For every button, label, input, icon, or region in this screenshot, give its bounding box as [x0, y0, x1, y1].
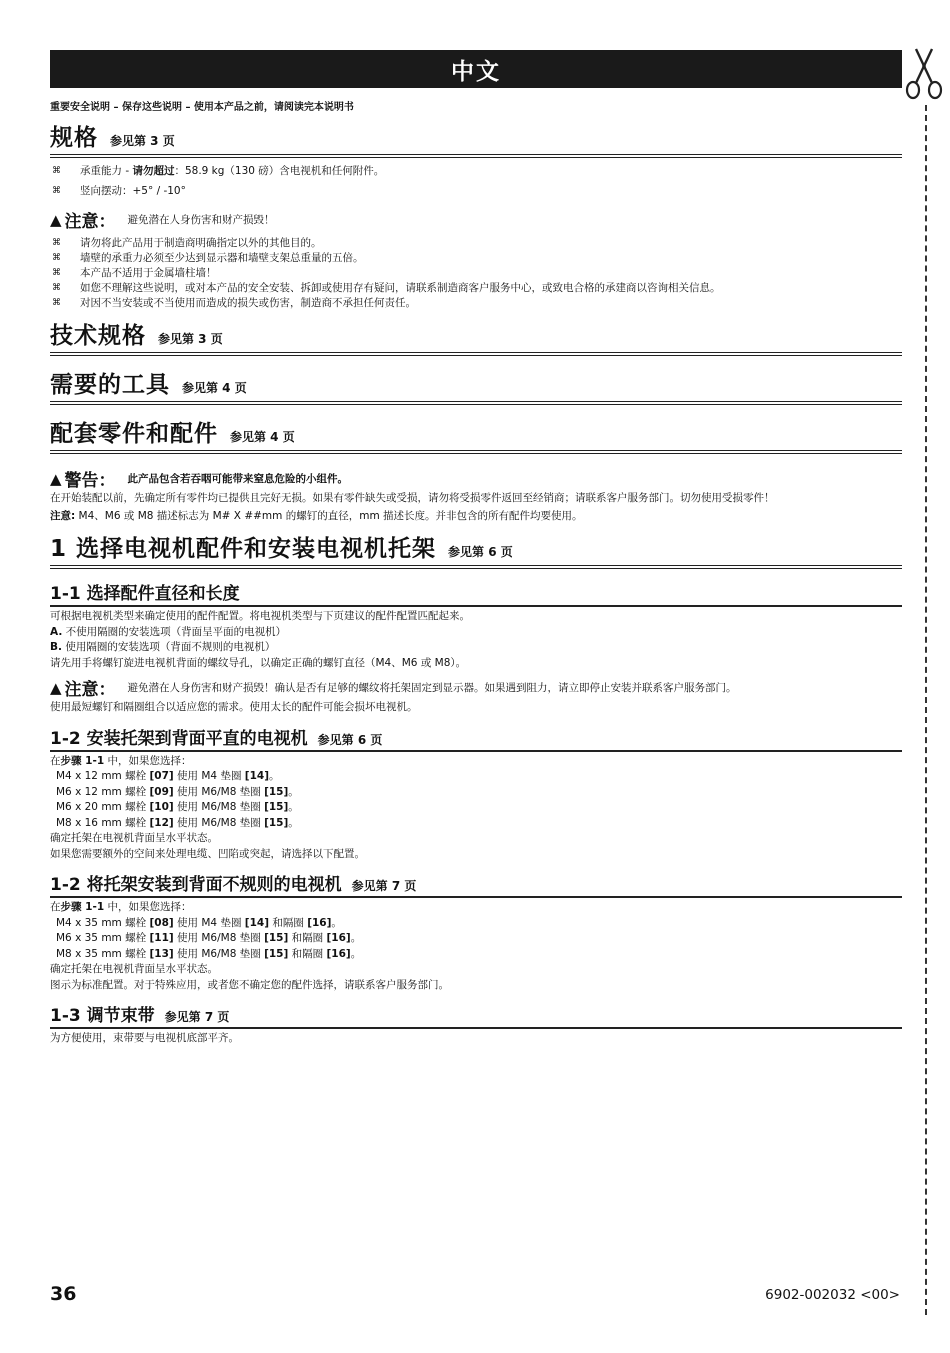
- bullet-icon: ⌘: [52, 283, 61, 293]
- step-title: 1-1 选择配件直径和长度: [50, 584, 240, 604]
- caution-text: 避免潜在人身伤害和财产损毁！: [127, 214, 275, 226]
- warning-label: 警告：: [64, 471, 116, 491]
- section-tools-heading: [50, 366, 902, 405]
- step-title: 1-2 安装托架到背面平直的电视机: [50, 728, 308, 749]
- list-item: ⌘ 对因不当安装或不当使用而造成的损失或伤害，制造商不承担任何责任。: [52, 297, 416, 309]
- paragraph: 确定托架在电视机背面呈水平状态。: [50, 832, 218, 844]
- safety-notice: 重要安全说明 – 保存这些说明 – 使用本产品之前，请阅读完本说明书: [50, 102, 354, 113]
- hardware-row: M4 x 35 mm 螺栓 [08] 使用 M4 垫圈 [14] 和隔圈 [16]。: [56, 916, 342, 929]
- language-header: 中文: [50, 50, 902, 88]
- step-title: 1-2 将托架安装到背面不规则的电视机: [50, 875, 342, 895]
- page-reference: 参见第 3 页: [110, 134, 175, 148]
- warning-triangle-icon: ▲: [50, 469, 62, 488]
- step-1-3-heading: [50, 1001, 902, 1029]
- hardware-row: M6 x 12 mm 螺栓 [09] 使用 M6/M8 垫圈 [15]。: [56, 785, 299, 798]
- page-reference: 参见第 6 页: [448, 545, 513, 559]
- section-specs-heading: [50, 119, 902, 158]
- scissors-icon: [904, 46, 944, 102]
- section-1-heading: [50, 530, 902, 569]
- note: 注意: M4、M6 或 M8 描述标志为 M# X ##mm 的螺钉的直径，mm 描述长度。并非包含的所有配件均要使用。: [50, 509, 583, 522]
- step-1-1-heading: [50, 579, 902, 607]
- caution-label: 注意：: [64, 680, 116, 700]
- paragraph: 在步骤 1-1 中，如果您选择：: [50, 754, 192, 767]
- bullet-icon: ⌘: [52, 298, 61, 308]
- page-reference: 参见第 4 页: [182, 381, 247, 395]
- warning-text: 此产品包含若吞咽可能带来窒息危险的小组件。: [127, 473, 349, 485]
- step-1-2-irregular-heading: [50, 870, 902, 898]
- paragraph: 确定托架在电视机背面呈水平状态。: [50, 963, 218, 975]
- section-tech-specs-heading: [50, 317, 902, 356]
- step-1-2-flat-heading: [50, 724, 902, 752]
- paragraph: 图示为标准配置。对于特殊应用，或者您不确定您的配件选择，请联系客户服务部门。: [50, 978, 449, 991]
- paragraph: B. 使用隔圈的安装选项（背面不规则的电视机）: [50, 641, 276, 653]
- caution-list: [50, 236, 902, 311]
- page-number: 36: [50, 1283, 77, 1305]
- step-title: 1-3 调节束带: [50, 1006, 155, 1026]
- hardware-row: M6 x 35 mm 螺栓 [11] 使用 M6/M8 垫圈 [15] 和隔圈 [16]。: [56, 932, 362, 944]
- section-title: 配套零件和配件: [50, 421, 218, 447]
- paragraph: 在步骤 1-1 中，如果您选择：: [50, 901, 192, 913]
- hardware-row: M6 x 20 mm 螺栓 [10] 使用 M6/M8 垫圈 [15]。: [56, 801, 299, 813]
- document-code: 6902-002032 <00>: [765, 1287, 900, 1303]
- paragraph: 可根据电视机类型来确定使用的配件配置。将电视机类型与下页建议的配件配置匹配起来。: [50, 610, 470, 622]
- list-item: ⌘ 本产品不适用于金属墙柱墙！: [52, 267, 217, 279]
- list-item: ⌘ 墙壁的承重力必须至少达到显示器和墙壁支架总重量的五倍。: [52, 252, 364, 264]
- caution-label: 注意：: [64, 212, 116, 232]
- page-reference: 参见第 3 页: [158, 332, 223, 346]
- paragraph: 如果您需要额外的空间来处理电缆、凹陷或突起，请选择以下配置。: [50, 847, 365, 860]
- caution-block: [50, 675, 902, 700]
- section-title: 技术规格: [50, 323, 146, 349]
- bullet-icon: ⌘: [52, 253, 61, 263]
- page-reference: 参见第 7 页: [164, 1010, 230, 1024]
- paragraph: 使用最短螺钉和隔圈组合以适应您的需求。使用太长的配件可能会损坏电视机。: [50, 701, 418, 713]
- warning-triangle-icon: ▲: [50, 678, 62, 697]
- paragraph: 为方便使用，束带要与电视机底部平齐。: [50, 1032, 239, 1044]
- caution-block: [50, 207, 902, 232]
- section-title: 1 选择电视机配件和安装电视机托架: [50, 536, 437, 562]
- hardware-row: M8 x 35 mm 螺栓 [13] 使用 M6/M8 垫圈 [15] 和隔圈 [16]。: [56, 947, 362, 960]
- bullet-icon: ⌘: [52, 238, 61, 248]
- specs-list: [50, 164, 902, 199]
- bullet-icon: ⌘: [52, 166, 61, 176]
- page-reference: 参见第 4 页: [230, 430, 295, 444]
- section-title: 规格: [50, 125, 98, 151]
- hardware-row: M8 x 16 mm 螺栓 [12] 使用 M6/M8 垫圈 [15]。: [56, 816, 299, 829]
- warning-triangle-icon: ▲: [50, 210, 62, 229]
- warning-block: [50, 466, 902, 491]
- list-item: ⌘ 竖向摆动：+5° / -10°: [50, 184, 902, 200]
- bullet-icon: ⌘: [52, 185, 61, 196]
- paragraph: 请先用手将螺钉旋进电视机背面的螺纹导孔，以确定正确的螺钉直径（M4、M6 或 M8）。: [50, 656, 467, 669]
- list-item: ⌘ 承重能力 - 请勿超过：58.9 kg（130 磅）含电视机和任何附件。: [50, 164, 902, 180]
- bullet-icon: ⌘: [52, 268, 61, 278]
- cut-line: [925, 105, 927, 1315]
- section-parts-heading: [50, 415, 902, 454]
- section-title: 需要的工具: [50, 372, 170, 398]
- warning-body: 在开始装配以前，先确定所有零件均已提供且完好无损。如果有零件缺失或受损，请勿将受损零件返回至经销商；请联系客户服务部门。切勿使用受损零件！: [50, 492, 775, 504]
- manual-page: [50, 50, 902, 1047]
- paragraph: A. 不使用隔圈的安装选项（背面呈平面的电视机）: [50, 625, 287, 638]
- caution-text: 避免潜在人身伤害和财产损毁！确认是否有足够的螺纹将托架固定到显示器。如果遇到阻力，请立即停止安装并联系客户服务部门。: [127, 682, 737, 694]
- list-item: ⌘ 如您不理解这些说明，或对本产品的安全安装、拆卸或使用存有疑问，请联系制造商客户服务中心，或致电合格的承建商以咨询相关信息。: [52, 282, 721, 294]
- hardware-row: M4 x 12 mm 螺栓 [07] 使用 M4 垫圈 [14]。: [56, 770, 280, 782]
- page-reference: 参见第 6 页: [317, 732, 383, 747]
- page-reference: 参见第 7 页: [351, 879, 417, 893]
- list-item: ⌘ 请勿将此产品用于制造商明确指定以外的其他目的。: [52, 237, 322, 249]
